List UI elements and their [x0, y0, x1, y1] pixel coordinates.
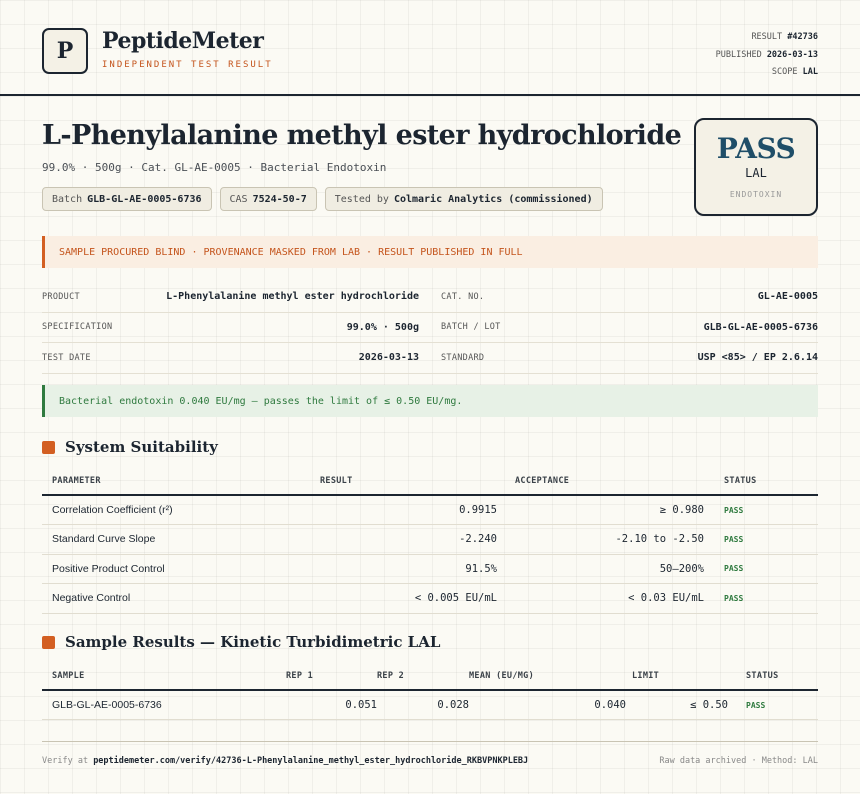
- status-badge: PASS: [724, 584, 818, 614]
- section-title: Sample Results — Kinetic Turbidimetric LAL: [65, 633, 441, 651]
- info-grid: [42, 282, 818, 374]
- section-marker-icon: [42, 636, 55, 649]
- mean-cell: 0.040: [469, 690, 626, 720]
- sample-cell: GLB-GL-AE-0005-6736: [52, 690, 286, 720]
- rep1-cell: 0.051: [286, 690, 377, 720]
- info-row: [42, 313, 818, 344]
- result-label: RESULT: [751, 32, 783, 42]
- verify-prefix: Verify at: [42, 756, 89, 766]
- parameter-cell: Standard Curve Slope: [52, 525, 292, 555]
- info-value: GLB-GL-AE-0005-6736: [703, 321, 818, 333]
- acceptance-cell: -2.10 to -2.50: [497, 525, 704, 555]
- section-marker-icon: [42, 441, 55, 454]
- info-label: STANDARD: [441, 352, 485, 363]
- chip-value: 7524-50-7: [252, 193, 307, 205]
- scope-value: LAL: [802, 67, 818, 77]
- column-header: LIMIT: [626, 662, 728, 690]
- info-value: L-Phenylalanine methyl ester hydrochloride: [166, 291, 419, 303]
- verify-line: [42, 756, 528, 766]
- column-header: REP 2: [377, 662, 469, 690]
- column-header: ACCEPTANCE: [497, 467, 704, 495]
- info-row: [42, 282, 818, 313]
- verdict-method: LAL: [745, 166, 767, 180]
- archive-note: Raw data archived · Method: LAL: [659, 756, 818, 766]
- column-header: STATUS: [724, 467, 818, 495]
- page-subtitle: 99.0% · 500g · Cat. GL-AE-0005 · Bacterial Endotoxin: [42, 161, 387, 174]
- table-row: [42, 554, 818, 584]
- brand-name: PeptideMeter: [102, 28, 264, 54]
- table-header-row: [42, 662, 818, 690]
- sample-results-table: [42, 662, 818, 720]
- parameter-cell: Correlation Coefficient (r²): [52, 495, 292, 525]
- table-row: [42, 690, 818, 720]
- blind-notice: SAMPLE PROCURED BLIND · PROVENANCE MASKED FROM LAB · RESULT PUBLISHED IN FULL: [42, 236, 818, 268]
- info-row: [42, 343, 818, 374]
- info-value: 2026-03-13: [358, 352, 419, 364]
- chip-value: GLB-GL-AE-0005-6736: [87, 193, 202, 205]
- system-suitability-heading: [42, 438, 218, 456]
- brand-tagline: INDEPENDENT TEST RESULT: [102, 60, 273, 70]
- scope-label: SCOPE: [771, 67, 798, 77]
- status-badge: PASS: [724, 525, 818, 555]
- page-title: L-Phenylalanine methyl ester hydrochloride: [42, 120, 682, 151]
- result-id: #42736: [787, 32, 818, 42]
- status-badge: PASS: [746, 690, 818, 720]
- status-badge: PASS: [724, 495, 818, 525]
- result-meta: [716, 29, 818, 82]
- result-cell: 91.5%: [292, 554, 497, 584]
- column-header: PARAMETER: [52, 467, 292, 495]
- logo-letter: P: [56, 38, 74, 64]
- column-header: REP 1: [286, 662, 377, 690]
- table-row: [42, 525, 818, 555]
- table-row: [42, 495, 818, 525]
- system-suitability-table: [42, 467, 818, 614]
- chip-value: Colmaric Analytics (commissioned): [393, 193, 593, 205]
- batch-chip: [42, 187, 212, 211]
- column-header: RESULT: [292, 467, 497, 495]
- header: [0, 0, 860, 96]
- acceptance-cell: < 0.03 EU/mL: [497, 584, 704, 614]
- column-header: STATUS: [746, 662, 818, 690]
- info-value: GL-AE-0005: [757, 291, 818, 303]
- rep2-cell: 0.028: [377, 690, 469, 720]
- result-cell: -2.240: [292, 525, 497, 555]
- info-value: USP <85> / EP 2.6.14: [697, 352, 818, 364]
- chip-label: Tested by: [334, 193, 389, 205]
- published-date: 2026-03-13: [766, 49, 818, 60]
- footer: [42, 741, 818, 766]
- acceptance-cell: 50–200%: [497, 554, 704, 584]
- verify-link[interactable]: peptidemeter.com/verify/42736-L-Phenylalanine_methyl_ester_hydrochloride_RKBVPNKPLEBJ: [93, 756, 529, 766]
- chip-row: [42, 187, 603, 211]
- chip-label: CAS: [229, 193, 248, 205]
- result-cell: < 0.005 EU/mL: [292, 584, 497, 614]
- info-label: BATCH / LOT: [441, 322, 501, 333]
- column-header: MEAN (EU/MG): [469, 662, 626, 690]
- info-label: PRODUCT: [42, 291, 80, 302]
- info-label: SPECIFICATION: [42, 322, 113, 333]
- verdict-stamp: [694, 118, 818, 216]
- logo: [42, 28, 88, 74]
- info-value: 99.0% · 500g: [346, 321, 419, 333]
- result-cell: 0.9915: [292, 495, 497, 525]
- table-header-row: [42, 467, 818, 495]
- sample-results-heading: [42, 633, 440, 651]
- limit-cell: ≤ 0.50: [626, 690, 728, 720]
- verdict-category: ENDOTOXIN: [729, 190, 783, 199]
- tested-by-chip: [325, 187, 603, 211]
- parameter-cell: Negative Control: [52, 584, 292, 614]
- column-header: SAMPLE: [52, 662, 286, 690]
- parameter-cell: Positive Product Control: [52, 554, 292, 584]
- table-row: [42, 584, 818, 614]
- info-label: TEST DATE: [42, 352, 91, 363]
- section-title: System Suitability: [65, 438, 218, 456]
- result-summary: Bacterial endotoxin 0.040 EU/mg — passes the limit of ≤ 0.50 EU/mg.: [42, 385, 818, 417]
- verdict-text: PASS: [716, 132, 796, 165]
- acceptance-cell: ≥ 0.980: [497, 495, 704, 525]
- cas-chip: [220, 187, 317, 211]
- chip-label: Batch: [52, 193, 83, 205]
- info-label: CAT. NO.: [441, 291, 485, 302]
- published-label: PUBLISHED: [715, 49, 762, 60]
- status-badge: PASS: [724, 554, 818, 584]
